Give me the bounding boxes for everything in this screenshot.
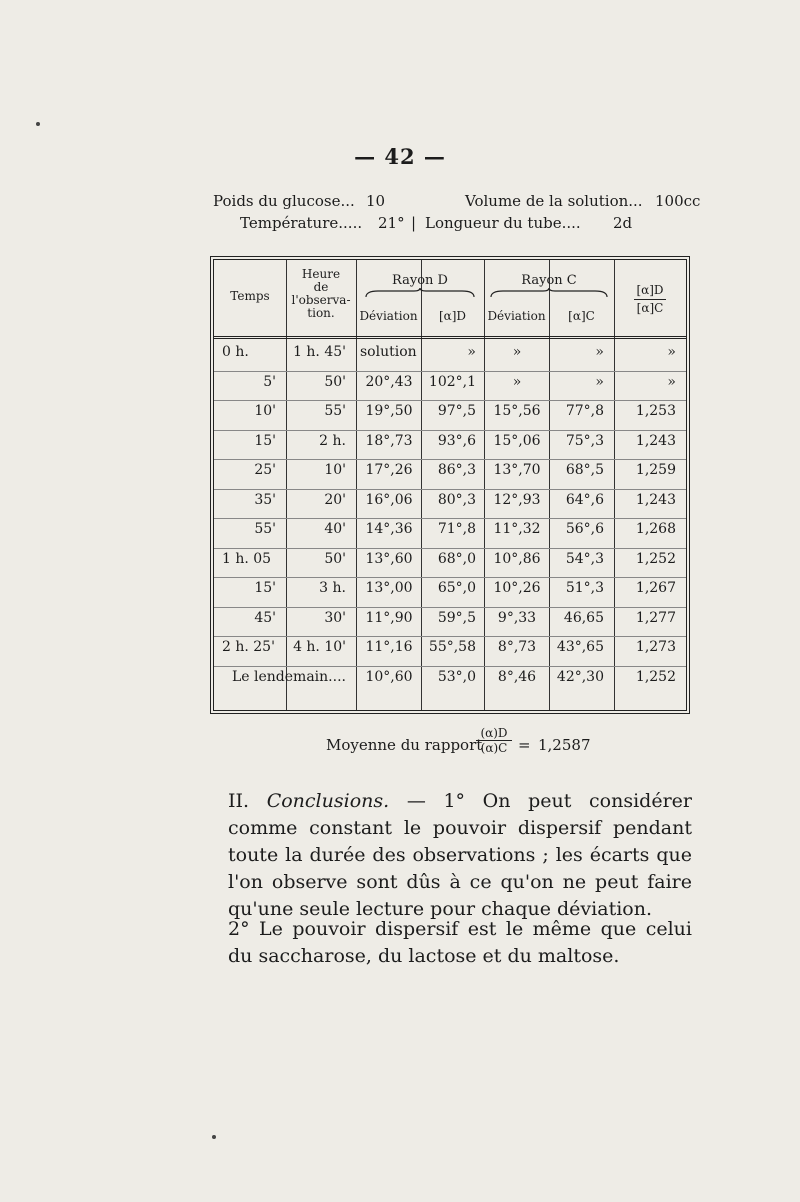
row-rule [214, 577, 686, 578]
column-rule [549, 260, 550, 710]
temperature-value: 21° [378, 214, 405, 232]
table-cell: 46,65 [563, 609, 604, 626]
row-rule [214, 371, 686, 372]
table-cell: 1,243 [635, 491, 676, 508]
table-cell: 15°,06 [493, 432, 541, 449]
col-heure-line: l'observa- [291, 293, 351, 307]
table-cell: 13°,70 [493, 462, 541, 478]
table-cell: 55' [254, 521, 276, 537]
table-cell: 15°,56 [493, 403, 541, 419]
table-cell: 75°,3 [565, 432, 604, 449]
table-cell: 15' [254, 580, 276, 596]
row-rule [214, 666, 686, 667]
sub-deviation-d: Déviation [359, 309, 418, 323]
poids-label: Poids du glucose... [213, 192, 355, 210]
column-rule [484, 260, 485, 710]
table-cell: 80°,3 [437, 491, 476, 508]
page-number: — 42 — [354, 144, 446, 169]
table-cell: » [467, 344, 476, 360]
col-heure-line: Heure [301, 267, 341, 281]
column-rule [286, 260, 287, 710]
table-cell: 17°,26 [365, 462, 413, 478]
ratio-top: [α]D [634, 284, 666, 300]
table-cell: 77°,8 [565, 403, 604, 419]
table-cell: 20' [324, 491, 346, 508]
table-cell: 97°,5 [437, 403, 476, 419]
table-cell: 9°,33 [497, 609, 537, 626]
moyenne-fraction [476, 726, 512, 755]
table-cell: 10°,60 [365, 668, 413, 685]
table-cell: 53°,0 [437, 668, 476, 685]
table-cell: 93°,6 [437, 432, 476, 449]
table-cell: 13°,60 [365, 550, 413, 567]
table-cell: 1,252 [635, 668, 676, 685]
table-cell: 11°,16 [365, 639, 413, 655]
tube-value: 2d [613, 214, 633, 232]
table-cell: 3 h. [319, 580, 346, 596]
table-cell: 1,273 [635, 639, 676, 655]
table-cell: 1,267 [635, 580, 676, 596]
table-cell: » [512, 344, 522, 360]
table-cell: 8°,46 [497, 668, 537, 685]
row-rule [214, 636, 686, 637]
table-cell: 14°,36 [365, 521, 413, 537]
column-rule [421, 260, 422, 710]
table-cell: 1,277 [635, 609, 676, 626]
table-cell: 1,268 [635, 521, 676, 537]
table-cell: 68°,5 [565, 462, 604, 478]
ratio-bottom: [α]C [636, 301, 664, 315]
table-cell: 10°,26 [493, 580, 541, 596]
row-rule [214, 400, 686, 401]
column-rule [614, 260, 615, 710]
row-rule [214, 459, 686, 460]
table-cell: 10°,86 [493, 550, 541, 567]
table-cell: 64°,6 [565, 491, 604, 508]
table-cell: » [667, 373, 676, 390]
table-cell: 2 h. 25' [222, 639, 275, 655]
table-cell: 13°,00 [365, 580, 413, 596]
table-cell: 11°,32 [493, 521, 541, 537]
volume-value: 100cc [655, 192, 701, 210]
table-cell: 50' [324, 550, 346, 567]
measurement-table [210, 256, 690, 714]
col-heure-line: de [313, 280, 329, 294]
table-cell: 5' [263, 373, 276, 390]
table-cell: 56°,6 [565, 521, 604, 537]
sub-deviation-c: Déviation [487, 309, 546, 323]
volume-label: Volume de la solution... [465, 192, 643, 210]
row-rule [214, 430, 686, 431]
table-cell: 19°,50 [365, 403, 413, 419]
table-cell: 68°,0 [437, 550, 476, 567]
moyenne-equals: = [518, 736, 531, 754]
fraction-bottom: (α)C [480, 741, 508, 755]
table-cell: 20°,43 [365, 373, 413, 390]
table-cell: 54°,3 [565, 550, 604, 567]
table-cell: solution [360, 344, 417, 360]
table-cell: 50' [324, 373, 346, 390]
row-rule [214, 548, 686, 549]
table-cell: 15' [254, 432, 276, 449]
conclusions-paragraph-2: 2° Le pouvoir dispersif est le même que celui du saccharose, du lactose et du maltose. [228, 918, 692, 967]
col-ratio [614, 284, 686, 315]
table-cell: 11°,90 [365, 609, 413, 626]
row-rule [214, 489, 686, 490]
table-cell: 51°,3 [565, 580, 604, 596]
table-cell: 16°,06 [365, 491, 413, 508]
table-cell: 0 h. [222, 344, 249, 360]
table-cell: » [667, 344, 676, 360]
table-cell: 43°,65 [556, 639, 604, 655]
row-rule [214, 607, 686, 608]
section-number: II. [228, 790, 250, 812]
column-rule [356, 260, 357, 710]
speck [36, 122, 40, 126]
col-heure [286, 268, 356, 320]
table-cell: » [595, 373, 604, 390]
table-cell: 1,253 [635, 403, 676, 419]
table-cell: 30' [324, 609, 346, 626]
table-cell: 71°,8 [437, 521, 476, 537]
speck [212, 1135, 216, 1139]
row-rule [214, 518, 686, 519]
table-cell: 42°,30 [556, 668, 604, 685]
table-cell: Le lendemain.... [232, 668, 346, 685]
table-cell: 55' [324, 403, 346, 419]
table-cell: » [512, 373, 522, 390]
table-cell: 1 h. 45' [293, 344, 346, 360]
table-cell: 1,259 [635, 462, 676, 478]
tube-label: Longueur du tube.... [425, 214, 581, 232]
table-cell: 25' [254, 462, 276, 478]
col-heure-line: tion. [307, 306, 335, 320]
header-separator: | [411, 214, 417, 232]
table-cell: 55°,58 [428, 639, 476, 655]
table-cell: 10' [324, 462, 346, 478]
sub-alpha-c: [α]C [568, 309, 595, 323]
table-cell: 12°,93 [493, 491, 541, 508]
temperature-label: Température..... [240, 214, 363, 232]
table-cell: 18°,73 [365, 432, 413, 449]
poids-value: 10 [366, 192, 386, 210]
table-cell: » [595, 344, 604, 360]
table-cell: 65°,0 [437, 580, 476, 596]
moyenne-label: Moyenne du rapport [326, 736, 483, 754]
table-cell: 102°,1 [428, 373, 476, 390]
table-cell: 8°,73 [497, 639, 537, 655]
conclusions-paragraph-1 [228, 788, 692, 923]
table-cell: 86°,3 [437, 462, 476, 478]
table-cell: 1,252 [635, 550, 676, 567]
sub-alpha-d: [α]D [438, 309, 467, 323]
table-cell: 59°,5 [437, 609, 476, 626]
table-cell: 2 h. [319, 432, 346, 449]
section-title: Conclusions. [266, 790, 390, 812]
conclusion-text-1: — 1° On peut considérer comme constant le pouvoir dispersif pendant toute la durée des observations ; les écarts que l'on observe sont dûs à ce qu'on ne peut faire qu'une seule lecture pour chaque déviation. [228, 790, 692, 920]
table-cell: 40' [324, 521, 346, 537]
table-cell: 1 h. 05 [222, 550, 272, 567]
group-rayon-c: Rayon C [521, 273, 577, 288]
moyenne-value: 1,2587 [538, 736, 591, 754]
header-rule [214, 336, 686, 342]
brace-rayon-d [364, 288, 476, 298]
brace-rayon-c [489, 288, 609, 298]
table-cell: 45' [254, 609, 276, 626]
table-cell: 35' [254, 491, 276, 508]
col-temps: Temps [230, 289, 270, 303]
table-cell: 1,243 [635, 432, 676, 449]
group-rayon-d: Rayon D [392, 273, 448, 288]
table-cell: 10' [254, 403, 276, 419]
table-cell: 4 h. 10' [293, 639, 346, 655]
fraction-top: (α)D [476, 726, 512, 741]
